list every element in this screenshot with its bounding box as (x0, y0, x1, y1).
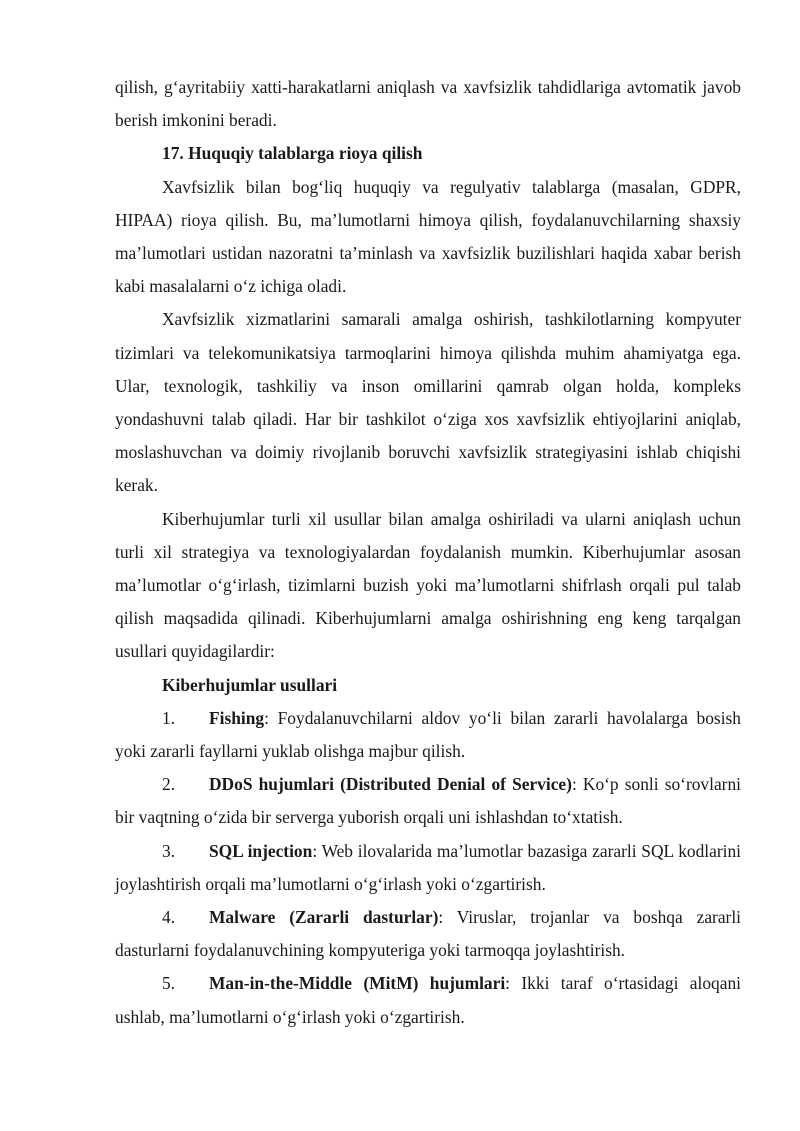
list-item-number: 3. (162, 840, 176, 861)
list-item-description: : Web ilovalarida ma’lumotlar bazasiga zararli SQL kodlarini joylashtirish orqali ma’lumotlarni o‘g‘irlash yoki o‘zgartirish. (115, 840, 742, 894)
paragraph-attacks-intro: Kiberhujumlar turli xil usullar bilan amalga oshiriladi va ularni aniqlash uchun turli xil strategiya va texnologiyalardan foydalanish mumkin. Kiberhujumlar asosan ma’lumotlar o‘g‘irlash, tizimlarni buzish yoki ma’lumotlarni shifrlash orqali pul talab qilish maqsadida qilinadi. Kiberhujumlarni amalga oshirishning eng keng tarqalgan usullari quyidagilardir: (115, 508, 741, 662)
methods-list (115, 702, 741, 1034)
paragraph-intro-tail: qilish, g‘ayritabiiy xatti-harakatlarni aniqlash va xavfsizlik tahdidlariga avtomatik javob berish imkonini beradi. (115, 77, 741, 131)
section-heading: 17. Huquqiy talablarga rioya qilish (162, 143, 423, 164)
list-item-number: 4. (162, 907, 176, 928)
list-item (115, 967, 741, 1033)
list-item-term: DDoS hujumlari (Distributed Denial of Service) (209, 774, 572, 795)
document-page (115, 71, 741, 1034)
methods-heading: Kiberhujumlar usullari (162, 674, 338, 695)
list-item-number: 1. (162, 707, 176, 728)
list-item-term: Malware (Zararli dasturlar) (209, 907, 439, 928)
list-item-description: : Foydalanuvchilarni aldov yo‘li bilan zararli havolalarga bosish yoki zararli fayllarni yuklab olishga majbur qilish. (115, 707, 741, 762)
list-item-term: SQL injection (209, 840, 313, 861)
list-item-number: 2. (162, 774, 176, 795)
list-item-description: : Ikki taraf o‘rtasidagi aloqani ushlab, ma’lumotlarni o‘g‘irlash yoki o‘zgartirish. (115, 973, 741, 1027)
paragraph-legal: Xavfsizlik bilan bog‘liq huquqiy va regulyativ talablarga (masalan, GDPR, HIPAA) rioya qilish. Bu, ma’lumotlarni himoya qilish, foydalanuvchilarning shaxsiy ma’lumotlari ustidan nazoratni ta’minlash va xavfsizlik buzilishlari haqida xabar berish kabi masalalarni o‘z ichiga oladi. (115, 176, 741, 297)
list-item (115, 835, 741, 901)
list-item-number: 5. (162, 973, 176, 994)
paragraph-summary: Xavfsizlik xizmatlarini samarali amalga oshirish, tashkilotlarning kompyuter tizimlari va telekomunikatsiya tarmoqlarini himoya qilishda muhim ahamiyatga ega. Ular, texnologik, tashkiliy va inson omillarini qamrab olgan holda, kompleks yondashuvni talab qiladi. Har bir tashkilot o‘ziga xos xavfsizlik ehtiyojlarini aniqlab, moslashuvchan va doimiy rivojlanib boruvchi xavfsizlik strategiyasini ishlab chiqishi kerak. (115, 309, 741, 496)
list-item (115, 702, 741, 768)
list-item-term: Fishing (209, 707, 265, 728)
list-item-description: : Ko‘p sonli so‘rovlarni bir vaqtning o‘zida bir serverga yuborish orqali uni ishlashdan to‘xtatish. (115, 774, 741, 828)
list-item (115, 901, 741, 967)
list-item-term: Man-in-the-Middle (MitM) hujumlari (209, 973, 506, 994)
list-item (115, 768, 741, 834)
list-item-description: : Viruslar, trojanlar va boshqa zararli dasturlarni foydalanuvchining kompyuteriga yoki tarmoqqa joylashtirish. (115, 907, 742, 961)
